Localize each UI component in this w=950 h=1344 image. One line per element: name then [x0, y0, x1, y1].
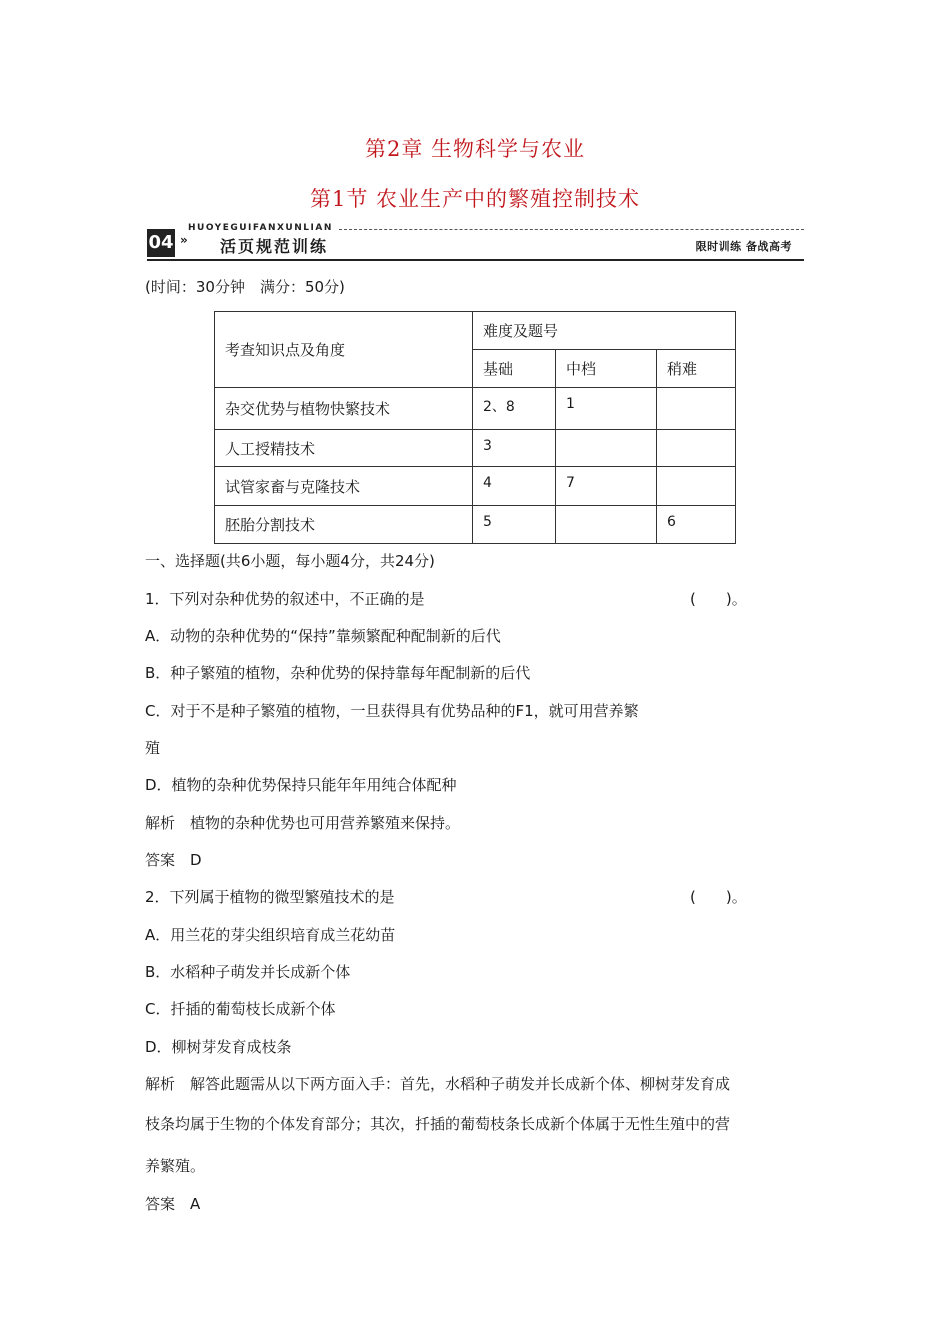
- chapter-title: 第2章 生物科学与农业: [364, 137, 586, 161]
- exercise-banner: [147, 223, 804, 263]
- question-2-analysis-line-3: 养繁殖。: [145, 1157, 206, 1175]
- banner-dashed-rule: [339, 229, 804, 230]
- section-title: 第1节 农业生产中的繁殖控制技术: [309, 187, 641, 211]
- table-cell: [657, 467, 736, 506]
- question-2-stem: 2．下列属于植物的微型繁殖技术的是: [145, 888, 395, 906]
- question-2-answer: 答案 A: [145, 1195, 201, 1213]
- question-1-option-c: C．对于不是种子繁殖的植物，一旦获得具有优势品种的F1，就可用营养繁: [145, 702, 639, 720]
- section-heading: 一、选择题(共6小题，每小题4分，共24分): [145, 552, 435, 570]
- difficulty-table: [214, 311, 736, 544]
- question-2-analysis-line-2: 枝条均属于生物的个体发育部分；其次，扦插的葡萄枝条长成新个体属于无性生殖中的营: [145, 1115, 731, 1133]
- table-header-topic: 考查知识点及角度: [215, 312, 473, 388]
- banner-right-text: 限时训练 备战高考: [695, 240, 792, 253]
- table-topic-cell: 人工授精技术: [215, 430, 473, 467]
- question-1-option-b: B．种子繁殖的植物，杂种优势的保持靠每年配制新的后代: [145, 664, 531, 682]
- banner-pinyin: HUOYEGUIFANXUNLIAN: [188, 223, 333, 233]
- question-1-paren: ( )。: [690, 590, 747, 608]
- table-cell: 6: [657, 506, 736, 544]
- banner-title: 活页规范训练: [220, 237, 329, 256]
- table-cell: [657, 430, 736, 467]
- question-1-analysis: 解析 植物的杂种优势也可用营养繁殖来保持。: [145, 814, 461, 832]
- table-topic-cell: 胚胎分割技术: [215, 506, 473, 544]
- table-cell: 4: [473, 467, 556, 506]
- table-header-difficulty: 难度及题号: [473, 312, 736, 350]
- table-row: [215, 467, 736, 506]
- table-topic-cell: 杂交优势与植物快繁技术: [215, 388, 473, 430]
- banner-number-badge: 04: [147, 229, 175, 257]
- table-row: [215, 506, 736, 544]
- question-2-option-b: B．水稻种子萌发并长成新个体: [145, 963, 351, 981]
- question-1-option-d: D．植物的杂种优势保持只能年年用纯合体配种: [145, 776, 457, 794]
- question-1-option-a: A．动物的杂种优势的“保持”靠频繁配种配制新的后代: [145, 627, 501, 645]
- table-row: [215, 388, 736, 430]
- question-2-option-c: C．扦插的葡萄枝长成新个体: [145, 1000, 336, 1018]
- table-header-row: [215, 312, 736, 350]
- table-cell: [657, 388, 736, 430]
- table-cell: 7: [556, 467, 657, 506]
- table-level-basic: 基础: [473, 350, 556, 388]
- table-level-hard: 稍难: [657, 350, 736, 388]
- table-row: [215, 430, 736, 467]
- question-1-option-c-cont: 殖: [145, 739, 161, 757]
- question-2-option-d: D．柳树芽发育成枝条: [145, 1038, 292, 1056]
- question-1-stem: 1．下列对杂种优势的叙述中，不正确的是: [145, 590, 425, 608]
- table-cell: 3: [473, 430, 556, 467]
- question-1-answer: 答案 D: [145, 851, 202, 869]
- chevron-right-icon: »: [180, 233, 188, 247]
- table-cell: [556, 506, 657, 544]
- table-cell: 2、8: [473, 388, 556, 430]
- banner-underline: [147, 259, 804, 261]
- table-cell: 5: [473, 506, 556, 544]
- table-cell: 1: [556, 388, 657, 430]
- table-level-medium: 中档: [556, 350, 657, 388]
- question-2-analysis-line-1: 解析 解答此题需从以下两方面入手：首先，水稻种子萌发并长成新个体、柳树芽发育成: [145, 1075, 731, 1093]
- time-info: (时间：30分钟 满分：50分): [145, 278, 345, 296]
- table-cell: [556, 430, 657, 467]
- table-topic-cell: 试管家畜与克隆技术: [215, 467, 473, 506]
- question-2-paren: ( )。: [690, 888, 747, 906]
- question-2-option-a: A．用兰花的芽尖组织培育成兰花幼苗: [145, 926, 396, 944]
